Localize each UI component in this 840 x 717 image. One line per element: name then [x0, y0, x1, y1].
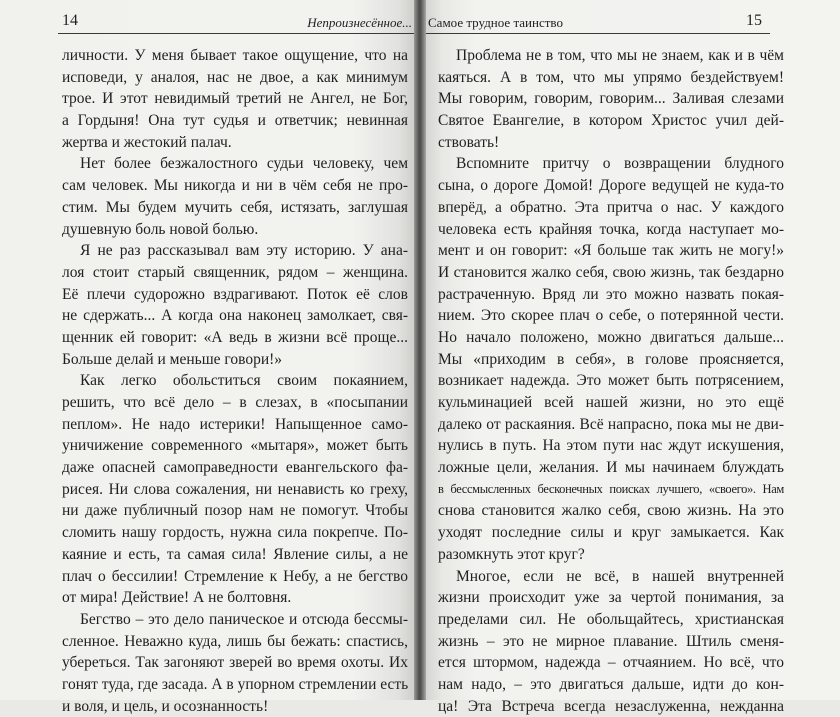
text-line: Её плечи судорожно вздрагивают. Поток её слов — [62, 285, 408, 303]
right-header-rule — [426, 33, 770, 34]
text-line: возникает надежда. Это может быть потрясением, — [438, 372, 784, 390]
text-line: человека есть крайняя точка, когда наступает мо- — [438, 220, 784, 238]
text-line: мент и он говорит: «Я больше так жить не могу!» — [438, 242, 784, 260]
left-page-number: 14 — [62, 12, 78, 29]
text-line: Многое, если не всё, в нашей внутренней — [456, 567, 784, 585]
text-line: Но начало положено, можно двигаться дальше... — [438, 328, 784, 346]
text-line: сленное. Неважно куда, лишь бы бежать: спастись, — [62, 632, 408, 650]
right-page-header — [426, 10, 840, 34]
text-line: жертва и жестокий палач. — [62, 133, 232, 151]
text-line: плач о бессилии! Стремление к Небу, а не бегство — [62, 567, 408, 585]
text-line: стим. Мы будем мучить себя, истязать, заглушая — [62, 198, 408, 216]
text-line: пределами сил. Не обольщайтесь, христианская — [438, 610, 784, 628]
text-line: жизни происходит уже за чертой понимания, за — [438, 589, 784, 607]
text-line: каяться. А в том, что мы упрямо бездействуем! — [438, 68, 784, 86]
text-line: Я не раз рассказывал вам эту историю. У ана- — [80, 242, 408, 260]
text-line: разомкнуть этот круг? — [438, 545, 585, 563]
text-line: ется штормом, надежда – отчаянием. Но всё, что — [438, 654, 784, 672]
text-line: Проблема не в том, что мы не знаем, как и в чём — [456, 47, 784, 64]
text-line: Вспомните притчу о возвращении блудного — [456, 155, 784, 173]
text-line: от мира! Действие! А не болтовня. — [62, 589, 292, 607]
text-line: Мы «приходим в себя», в голове проясняется, — [438, 350, 784, 368]
text-line: сломить нашу гордость, нужна сила покрепче. По- — [62, 524, 408, 542]
text-line: даже опасней самоправедности евангельского фа- — [62, 459, 408, 477]
text-line: трое. И этот невидимый третий не Ангел, не Бог, — [62, 90, 408, 108]
text-line: в бессмысленных бесконечных поисках лучшего, «своего». Нам — [438, 481, 784, 496]
text-line: вперёд, а обратно. Эта притча о нас. У каждого — [438, 198, 784, 216]
text-line: щенник ей говорит: «А ведь в жизни всё проще... — [62, 328, 408, 346]
text-line: Святое Евангелие, в котором Христос учил дей- — [438, 112, 784, 130]
text-line: ни даже публичный позор нам не помогут. Чтобы — [62, 502, 408, 520]
text-line: ца! Эта Встреча всегда незаслуженна, нежданна — [438, 697, 784, 715]
left-page-text — [62, 45, 408, 717]
text-line: исповеди, у аналоя, нас не двое, а как минимум — [62, 68, 408, 86]
text-line: рисея. Ни слова сожаления, ни ненависть ко греху, — [62, 480, 408, 498]
text-line: пеплом». Не надо истерики! Напыщенное само- — [62, 415, 408, 433]
text-line: И становится жалко себя, свою жизнь, так бездарно — [438, 263, 784, 281]
text-line: жизнь – это не мирное плавание. Штиль сменя- — [438, 632, 784, 650]
text-line: ствовать! — [438, 133, 500, 151]
text-line: а Гордыня! Она тут судья и ответчик; невинная — [62, 112, 408, 130]
left-page — [0, 0, 414, 715]
book-gutter — [414, 0, 426, 700]
text-line: убереться. Так загоняют зверей во время охоты. Их — [62, 654, 408, 672]
text-line: нам надо, – это двигаться дальше, идти до кон- — [438, 675, 784, 693]
text-line: душевную боль новой болью. — [62, 220, 259, 238]
text-line: нием. Это скорее плач о себе, о потерянной чести. — [438, 307, 784, 325]
left-header-rule — [58, 33, 414, 34]
text-line: Мы говорим, говорим, говорим... Заливая слезами — [438, 90, 784, 108]
text-line: сына, о дороге Домой! Дороге ведущей не куда-то — [438, 177, 784, 195]
right-running-head: Самое трудное таинство — [428, 15, 563, 30]
text-line: кульминацией всей нашей жизни, но это ещё — [438, 394, 784, 411]
text-line: не сдержать... А когда она наконец замолкает, свя- — [62, 307, 408, 325]
text-line: уничижение современного «мытаря», может быть — [62, 437, 408, 455]
text-line: ложные цели, желания. И мы начинаем блуждать — [438, 459, 784, 477]
text-line: решить, что всё дело – в слезах, в «посыпании — [62, 394, 408, 411]
text-line: Бегство – это дело паническое и отсюда бессмы- — [80, 610, 408, 628]
text-line: далеко от раскаяния. Всё напрасно, пока мы не дви- — [438, 415, 784, 433]
text-line: нулись в путь. На этом пути нас ждут искушения, — [438, 437, 784, 455]
text-line: уходят последние силы и круг замыкается. Как — [438, 524, 784, 542]
text-line: Нет более безжалостного судьи человеку, чем — [80, 155, 408, 173]
text-line: лоя стоит старый священник, рядом – женщина. — [62, 263, 408, 281]
text-line: сам человек. Мы никогда и ни в чём себя не про- — [62, 177, 408, 195]
text-line: и воля, и цель, и осознанность! — [62, 697, 269, 715]
text-line: Как легко обольститься своим покаянием, — [80, 372, 408, 390]
right-page — [426, 0, 840, 715]
text-line: Больше делай и меньше говори!» — [62, 350, 283, 368]
right-page-text — [438, 45, 784, 717]
text-line: растраченную. Вряд ли это можно назвать покая- — [438, 285, 784, 303]
text-line: снова становится жалко себя, свою жизнь. На это — [438, 502, 784, 520]
right-page-number: 15 — [746, 12, 762, 29]
left-page-header — [0, 10, 414, 34]
text-line: гонят туда, где засада. А в упорном стремлении есть — [62, 675, 409, 693]
text-line: каяние и есть, та самая сила! Явление силы, а не — [62, 545, 408, 563]
left-running-head: Непроизнесённое... — [307, 15, 412, 30]
text-line: личности. У меня бывает такое ощущение, что на — [62, 47, 408, 64]
